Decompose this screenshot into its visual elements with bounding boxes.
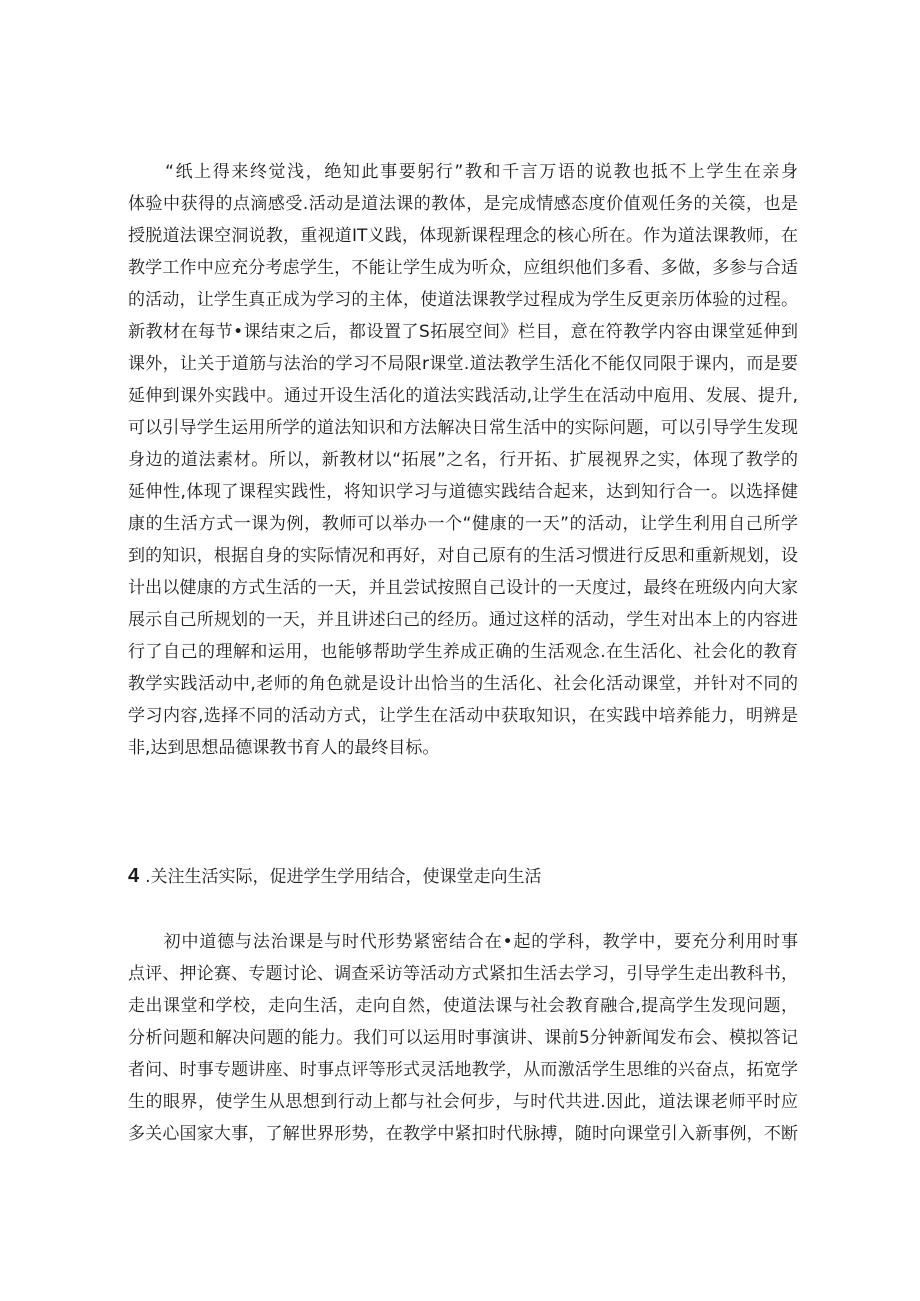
- body-paragraph-2: [128, 926, 798, 1150]
- paragraph-line: 延伸到课外实践中。通过开设生活化的道法实践活动,让学生在活动中庖用、发展、提升,: [128, 386, 798, 406]
- paragraph-line: 行了自己的理解和运用，也能够帮助学生养成正确的生活观念.在生活化、社会化的教育: [128, 642, 798, 662]
- paragraph-line: 的活动，让学生真正成为学习的主体，使道法课教学过程成为学生反更亲历体验的过程。: [128, 290, 798, 310]
- paragraph-line: 点评、押论赛、专题讨论、调查采访等活动方式紧扣生活去学习，引导学生走出教科书，: [128, 964, 798, 984]
- section-number: 4: [128, 865, 140, 887]
- paragraph-line: 计出以健康的方式生活的一天，并且尝试按照自己设计的一天度过，最终在班级内向大家: [128, 578, 798, 598]
- paragraph-line: “纸上得来终觉浅，绝知此事要躬行”教和千言万语的说教也抵不上学生在亲身: [128, 162, 798, 182]
- paragraph-line: 非,达到思想品德课教书育人的最终目标。: [128, 738, 440, 758]
- paragraph-line: 者问、时事专题讲座、时事点评等形式灵活地教学，从而激活学生思维的兴奋点，拓宽学: [128, 1060, 798, 1080]
- paragraph-line: 学习内容,选择不同的活动方式，让学生在活动中获取知识，在实践中培养能力，明辨是: [128, 706, 798, 726]
- paragraph-line: 初中道德与法治课是与时代形势紧密结合在•起的学科，教学中，要充分利用时事: [128, 932, 798, 952]
- body-paragraph-1: [128, 156, 798, 764]
- paragraph-line: 教学实践活动中,老师的角色就是设计出恰当的生活化、社会化活动课堂，并针对不同的: [128, 674, 798, 694]
- paragraph-line: 延伸性,体现了课程实践性，将知识学习与道德实践结合起来，达到知行合一。以选择健: [128, 482, 798, 502]
- paragraph-line: 走出课堂和学校，走向生活，走向自然，使道法课与社会教育融合,提高学生发现问题，: [128, 996, 798, 1016]
- paragraph-line: 分析问题和解决问题的能力。我们可以运用时事演讲、课前5分钟新闻发布会、模拟答记: [128, 1028, 798, 1048]
- paragraph-line: 到的知识，根据自身的实际情况和再好，对自己原有的生活习惯进行反思和重新规划，设: [128, 546, 798, 566]
- paragraph-line: 多关心国家大事，了解世界形势，在教学中紧扣时代脉搏，随时向课堂引入新事例，不断: [128, 1124, 798, 1144]
- paragraph-line: 身边的道法素材。所以，新教材以“拓展”之名，行开拓、扩展视界之实，体现了教学的: [128, 450, 798, 470]
- paragraph-line: 新教材在每节•课结束之后，都设置了S拓展空间》栏目，意在符教学内容由课堂延伸到: [128, 322, 798, 342]
- paragraph-line: 生的眼界，使学生从思想到行动上都与社会何步，与时代共进.因此，道法课老师平时应: [128, 1092, 798, 1112]
- section-heading: [128, 860, 542, 892]
- paragraph-line: 康的生活方式一课为例，教师可以举办一个“健康的一天”的活动，让学生利用自己所学: [128, 514, 798, 534]
- section-title: .关注生活实际，促进学生学用结合，使课堂走向生活: [145, 867, 542, 887]
- paragraph-line: 可以引导学生运用所学的道法知识和方法解决日常生活中的实际问题，可以引导学生发现: [128, 418, 798, 438]
- paragraph-line: 教学工作中应充分考虑学生，不能让学生成为听众，应组织他们多看、多做，多参与合适: [128, 258, 798, 278]
- paragraph-line: 体验中获得的点滴感受.活动是道法课的教体，是完成情感态度价值观任务的关篌，也是: [128, 194, 798, 214]
- paragraph-line: 授脱道法课空洞说教，重视道IT义践，体现新课程理念的核心所在。作为道法课教师，在: [128, 226, 798, 246]
- paragraph-line: 展示自己所规划的一天，并且讲述臼己的经历。通过这样的活动，学生对出本上的内容进: [128, 610, 798, 630]
- paragraph-line: 课外，让关于道筋与法治的学习不局限r课堂.道法教学生活化不能仅同限于课内，而是要: [128, 354, 798, 374]
